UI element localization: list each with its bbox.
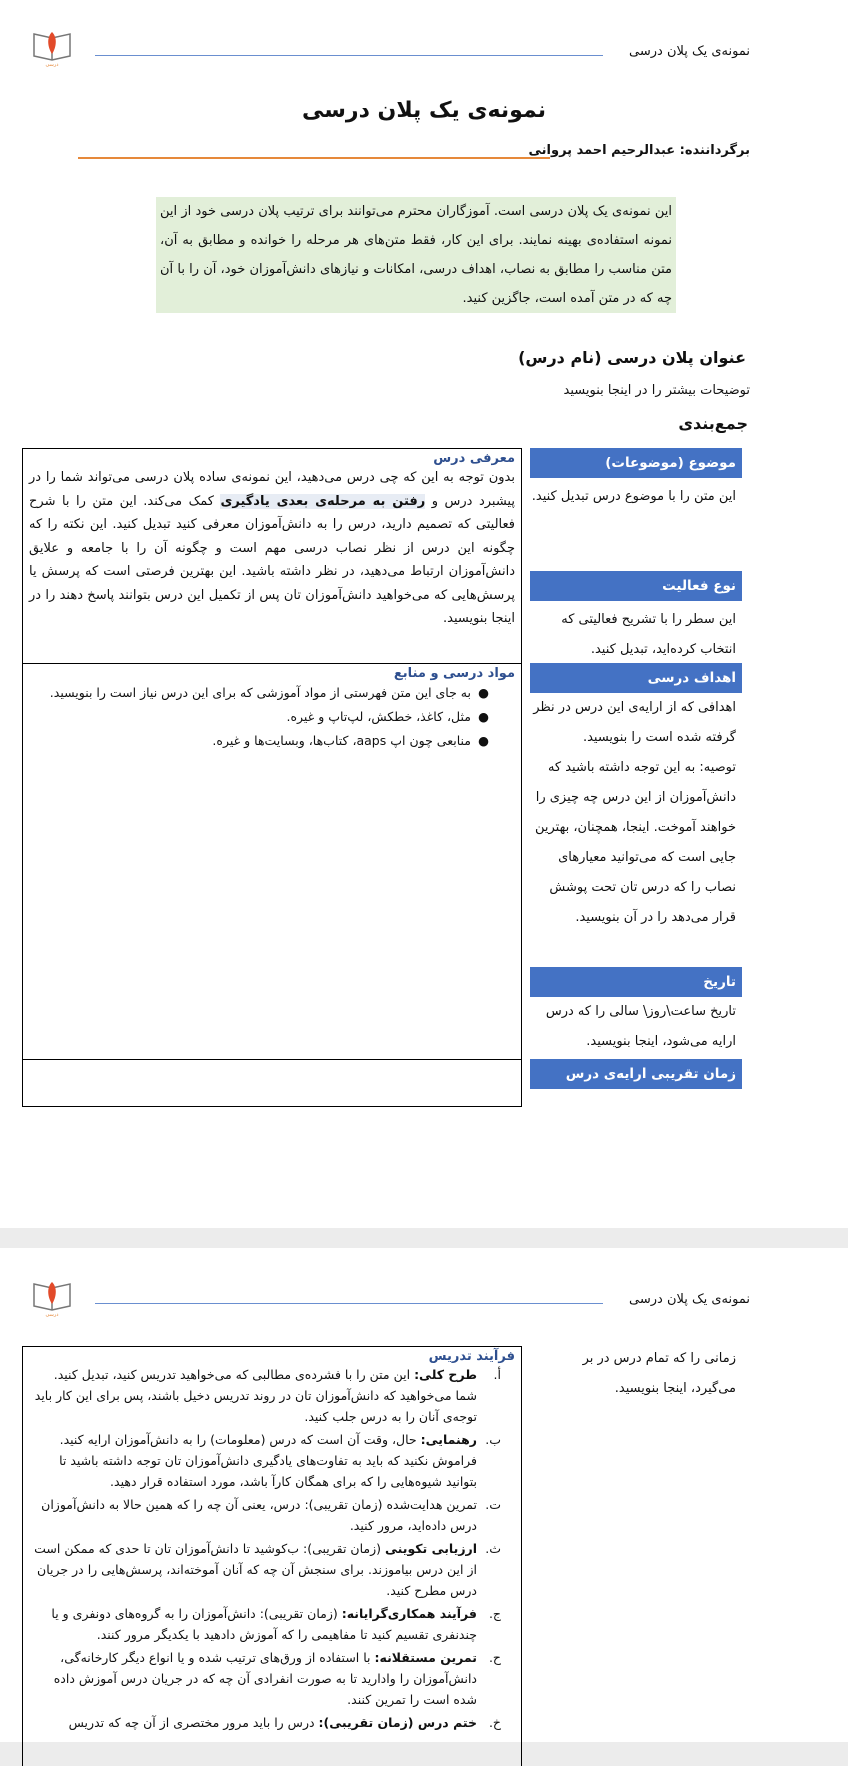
book-logo-icon bbox=[30, 1274, 74, 1318]
header-title: نمونه‌ی یک پلان درسی bbox=[629, 44, 750, 59]
list-item: ● به جای این متن فهرستی از مواد آموزشی که برای این درس نیاز است را بنویسید. bbox=[49, 685, 489, 700]
translator-line: برگرداننده: عبدالرحیم احمد پروانی bbox=[528, 143, 750, 158]
intro-text-a: بدون توجه به این که چی درس می‌دهید، این نمونه‌ی ساده پلان درسی می‌تواند شما را در پیشبرد درس و bbox=[29, 470, 515, 509]
sidebar-time bbox=[530, 1059, 742, 1089]
time-text: زمانی را که تمام درس در بر می‌گیرد، اینجا بنویسید. bbox=[582, 1351, 736, 1396]
lesson-title: عنوان پلان درسی (نام درس) bbox=[518, 348, 746, 367]
svg-text:درسی: درسی bbox=[45, 62, 59, 68]
list-item: ● مثل، کاغذ، خطکش، لپ‌تاپ و غیره. bbox=[286, 709, 489, 724]
list-item: أ. طرح کلی: این متن را با فشرده‌ی مطالبی که می‌خواهید تدریس کنید، تبدیل کنید. شما می‌خواهید که دانش‌آموزان تان در روند تدریس دخیل باشند، پس برای این کار باید توجه‌ی آنان را به درس جلب کنید. bbox=[34, 1367, 501, 1424]
goals-tip: توصیه: به این توجه داشته باشید که دانش‌آموزان از این درس چه چیزی را خواهند آموخت. اینجا، همچنان، بهترین جایی است که می‌توانید معیارهای نصاب را که درس تان تحت پوشش قرار می‌دهد را در آن بنویسید. bbox=[534, 760, 736, 925]
empty-box bbox=[22, 1059, 522, 1107]
process-box bbox=[22, 1346, 522, 1766]
lesson-subtitle: توضیحات بیشتر را در اینجا بنویسید bbox=[563, 383, 750, 398]
sidebar-topic bbox=[530, 448, 742, 512]
goals-text: اهدافی که از ارایه‌ی این درس در نظر گرفته شده است را بنویسید. bbox=[533, 700, 736, 745]
document-page-2 bbox=[0, 1248, 848, 1742]
materials-title: مواد درسی و منابع bbox=[393, 666, 515, 681]
summary-heading: جمع‌بندی bbox=[678, 414, 748, 433]
activity-label: نوع فعالیت bbox=[530, 571, 742, 601]
list-item: ● منابعی چون اپ aaps، کتاب‌ها، وبسایت‌ها و غیره. bbox=[212, 733, 489, 748]
activity-text: این سطر را با تشریح فعالیتی که انتخاب کرده‌اید، تبدیل کنید. bbox=[561, 612, 736, 657]
list-item: ب. رهنمایی: حال، وقت آن است که درس (معلومات) را به دانش‌آموزان ارایه کنید. فراموش نکنید که باید به تفاوت‌های یادگیری دانش‌آموزان تان توجه داشته باشید تا بتوانید شیوه‌هایی را که برای همگان کارآ باشد، مورد استفاده قرار دهید. bbox=[59, 1432, 501, 1489]
intro-text bbox=[23, 466, 521, 631]
sidebar-goals bbox=[530, 663, 742, 933]
topic-text: این متن را با موضوع درس تبدیل کنید. bbox=[531, 489, 736, 504]
topic-label: موضوع (موضوعات) bbox=[530, 448, 742, 478]
goals-label: اهداف درسی bbox=[530, 663, 742, 693]
header-rule bbox=[95, 55, 603, 56]
process-title: فرآیند تدریس bbox=[428, 1349, 515, 1364]
list-item: خ. ختم درس (زمان تقریبی): درس را باید مرور مختصری از آن چه که تدریس bbox=[68, 1715, 501, 1730]
book-logo-icon bbox=[30, 24, 74, 68]
materials-box bbox=[22, 663, 522, 1060]
list-item: ج. فرآیند همکاری‌گرایانه: (زمان تقریبی): دانش‌آموزان را به گروه‌های دونفری و یا چندنفری تقسیم کنید تا مفاهیمی را که آموزش دادهید با یکدیگر مرور کنند. bbox=[51, 1606, 501, 1642]
time-label: زمان تقریبی ارایه‌ی درس bbox=[530, 1059, 742, 1089]
header-title: نمونه‌ی یک پلان درسی bbox=[629, 1292, 750, 1307]
intro-text-b: کمک می‌کند. این متن را با شرح فعالیتی که تصمیم دارید، درس را به دانش‌آموزان معرفی کنید تبدیل کنید. این نکته را که چگونه این درس از نظر نصاب درسی مهم است و چگونه آن را با جامعه و علایق دانش‌آموزان ارتباط می‌دهید، در نظر داشته باشید. این بهترین فرصتی است که پرسش یا پرسش‌هایی که می‌خواهید دانش‌آموزان تان پس از تکمیل این درس بتوانند پاسخ دهند را در اینجا بنویسید. bbox=[29, 493, 515, 626]
intro-title: معرفی درس bbox=[433, 451, 515, 466]
instruction-note: این نمونه‌ی یک پلان درسی است. آموزگاران محترم می‌توانند برای ترتیب پلان درسی خود از این نمونه استفاده‌ی بهینه نمایند. برای این کار، فقط متن‌های هر مرحله را خوانده و مطابق به آن، متن مناسب را مطابق به نصاب، اهداف درسی، امکانات و نیازهای دانش‌آموزان خود، آن را با آن چه که در متن آمده است، جاگزین کنید. bbox=[156, 197, 676, 313]
sidebar-date bbox=[530, 967, 742, 1057]
title-rule bbox=[78, 157, 550, 159]
intro-highlight: رفتن به مرحله‌ی بعدی یادگیری bbox=[220, 493, 426, 509]
header-rule bbox=[95, 1303, 603, 1304]
date-text: تاریخ ساعت\روز\ سالی را که درس ارایه می‌شود، اینجا بنویسید. bbox=[545, 1004, 736, 1049]
process-list bbox=[23, 1364, 521, 1733]
sidebar-activity bbox=[530, 571, 742, 665]
date-label: تاریخ bbox=[530, 967, 742, 997]
intro-box bbox=[22, 448, 522, 663]
list-item: ت. تمرین هدایت‌شده (زمان تقریبی): درس، یعنی آن چه را که همین حالا به دانش‌آموزان درس داده‌اید، مرور کنید. bbox=[41, 1497, 501, 1533]
list-item: ث. ارزیابی تکوینی (زمان تقریبی): ب‌کوشید تا دانش‌آموزان تان تا حدی که ممکن است از این درس بیاموزند. برای سنجش آن چه که آنان آموخته‌اند، پرسش‌هایی را در جریان درس مطرح کنید. bbox=[34, 1541, 501, 1598]
svg-text:درسی: درسی bbox=[45, 1312, 59, 1318]
document-title: نمونه‌ی یک پلان درسی bbox=[302, 98, 546, 123]
sidebar-time-text bbox=[562, 1344, 742, 1404]
list-item: ح. تمرین مستقلانه: با استفاده از ورق‌های ترتیب شده و یا انواع دیگر کارخانه‌گی، دانش‌آموزان را وادارید تا به صورت انفرادی آن چه که در جریان درس آموزش داده شده است را تمرین کنند. bbox=[53, 1650, 501, 1707]
